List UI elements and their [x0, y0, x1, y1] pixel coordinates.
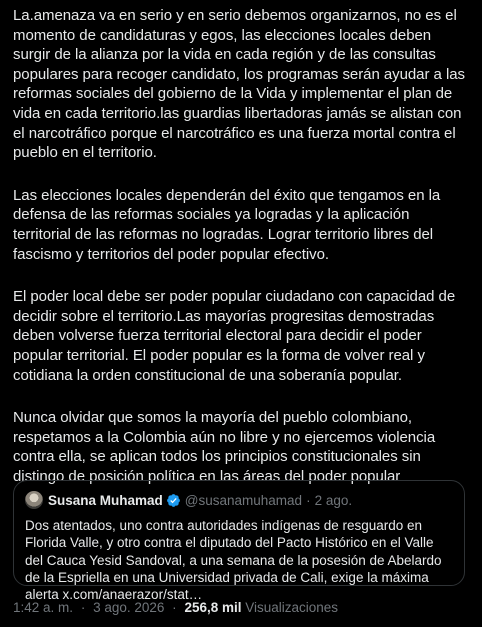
- quoted-tweet-header: [25, 491, 453, 509]
- header-separator: ·: [306, 492, 311, 508]
- quoted-author-handle[interactable]: @susanamuhamad: [184, 492, 303, 508]
- views-count[interactable]: 256,8 mil: [184, 600, 242, 615]
- quoted-tweet[interactable]: [13, 480, 465, 603]
- views-label: Visualizaciones: [245, 600, 339, 615]
- tweet-date[interactable]: 3 ago. 2026: [93, 600, 165, 615]
- quoted-author-name[interactable]: Susana Muhamad: [48, 492, 163, 508]
- meta-separator: ·: [172, 600, 177, 615]
- tweet-body: [13, 0, 469, 486]
- quoted-tweet-text: Dos atentados, uno contra autoridades indígenas de resguardo en Florida Valle, y otro contra el diputado del Pacto Histórico en el Valle del Cauca Yesid Sandoval, a una semana de la posesión de Abelardo de la Espriella en una Universidad privada de Cali, exige la máxima alerta x.com/anaerazor/stat…: [25, 518, 442, 603]
- meta-separator: ·: [80, 600, 86, 615]
- tweet-paragraph-4: Nunca olvidar que somos la mayoría del pueblo colombiano, respetamos a la Colombia aún no libre y no ejercemos violencia contra ella, se aplican todos los principios constitucionales sin distingo de posición política en las áreas del poder popular: [13, 409, 436, 485]
- tweet-paragraph-3: El poder local debe ser poder popular ciudadano con capacidad de decidir sobre el territorio.Las mayorías progresitas demostradas deben volverse fuerza territorial electoral para decidir el poder popular territorial. El poder popular es la forma de volver real y cotidiana la orden constitucional de una soberanía popular.: [13, 288, 456, 384]
- tweet-paragraph-1: La.amenaza va en serio y en serio debemos organizarnos, no es el momento de candidaturas y egos, las elecciones locales deben surgir de la alianza por la vida en cada región y de las consultas populares para recoger candidato, los programas serán ayudar a las reformas sociales del gobierno de la Vida y implementar el plan de vida en cada territorio.las guardias libertadoras jamás se alistan con el narcotráfico porque el narcotráfico es una fuerza mortal contra el pueblo en el territorio.: [13, 7, 465, 162]
- tweet-metadata: [13, 600, 338, 615]
- tweet-time[interactable]: 1:42 a. m.: [13, 600, 74, 615]
- avatar[interactable]: [25, 491, 43, 509]
- tweet-paragraph-2: Las elecciones locales dependerán del éxito que tengamos en la defensa de las reformas sociales ya logradas y la aplicación territorial de las reformas no logradas. Lograr territorio libres del fascismo y territorios del poder popular efectivo.: [13, 186, 441, 263]
- quoted-tweet-time[interactable]: 2 ago.: [314, 492, 353, 508]
- verified-badge-icon: [166, 493, 181, 508]
